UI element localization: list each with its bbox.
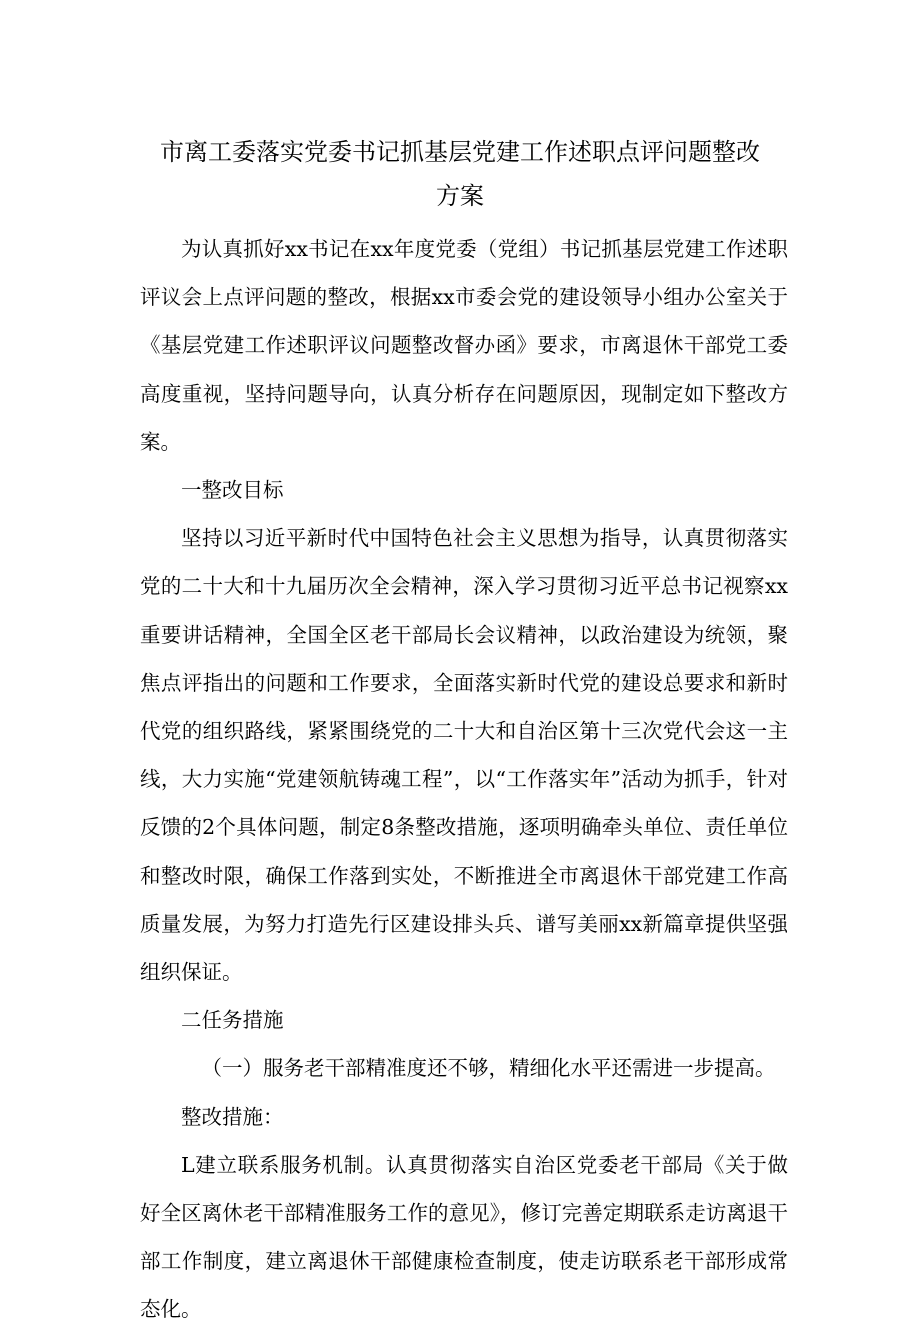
problem-1-heading: （一）服务老干部精准度还不够，精细化水平还需进一步提高。: [201, 1056, 776, 1081]
measures-label: 整改措施：: [181, 1104, 284, 1129]
measure-1-paragraph: L建立联系服务机制。认真贯彻落实自治区党委老干部局《关于做好全区离休老干部精准服务工作的意见》，修订完善定期联系走访离退干部工作制度，建立离退休干部健康检查制度，使走访联系老干部形成常态化。: [140, 1152, 788, 1322]
section-heading-measures: 二任务措施: [181, 1008, 284, 1033]
section-heading-goals: 一整改目标: [181, 478, 284, 503]
intro-paragraph: 为认真抓好xx书记在xx年度党委（党组）书记抓基层党建工作述职评议会上点评问题的整改，根据xx市委会党的建设领导小组办公室关于《基层党建工作述职评议问题整改督办函》要求，市离退休干部党工委高度重视，坚持问题导向，认真分析存在问题原因，现制定如下整改方案。: [140, 237, 788, 454]
goals-paragraph: 坚持以习近平新时代中国特色社会主义思想为指导，认真贯彻落实党的二十大和十九届历次全会精神，深入学习贯彻习近平总书记视察xx重要讲话精神，全国全区老干部局长会议精神，以政治建设为统领，聚焦点评指出的问题和工作要求，全面落实新时代党的建设总要求和新时代党的组织路线，紧紧围绕党的二十大和自治区第十三次党代会这一主线，大力实施“党建领航铸魂工程”，以“工作落实年”活动为抓手，针对反馈的2个具体问题，制定8条整改措施，逐项明确牵头单位、责任单位和整改时限，确保工作落到实处，不断推进全市离退休干部党建工作高质量发展，为努力打造先行区建设排头兵、谱写美丽xx新篇章提供坚强组织保证。: [140, 526, 788, 985]
document-body: [140, 225, 788, 1334]
document-title-line-1: 市离工委落实党委书记抓基层党建工作述职点评问题整改: [160, 138, 760, 166]
document-title-line-2: 方案: [436, 182, 484, 210]
